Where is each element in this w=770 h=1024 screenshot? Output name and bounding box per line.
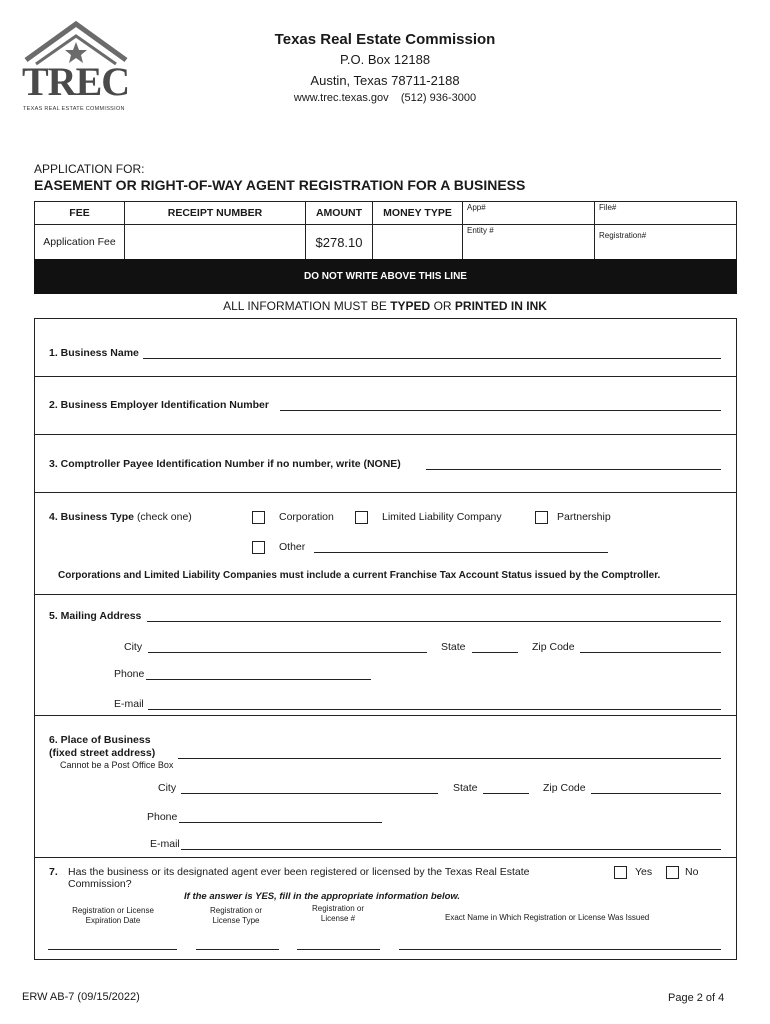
file-number-box: File# bbox=[595, 202, 737, 225]
ein-label: 2. Business Employer Identification Number bbox=[49, 399, 269, 411]
place-zip-label: Zip Code bbox=[543, 782, 586, 794]
place-city-field[interactable] bbox=[181, 782, 438, 794]
mailing-email-label: E-mail bbox=[114, 698, 144, 710]
q7-question-line1: Has the business or its designated agent ever been registered or licensed by the Texas Real Estate bbox=[68, 866, 530, 878]
license-type-field[interactable] bbox=[196, 938, 279, 950]
fee-header: FEE bbox=[35, 202, 125, 225]
license-number-header: Registration or License # bbox=[311, 904, 365, 923]
mailing-state-field[interactable] bbox=[472, 641, 518, 653]
place-state-label: State bbox=[453, 782, 478, 794]
corporation-checkbox[interactable] bbox=[252, 511, 265, 524]
po-box: P.O. Box 12188 bbox=[339, 52, 431, 67]
mailing-city-field[interactable] bbox=[148, 641, 427, 653]
po-box-note: Cannot be a Post Office Box bbox=[60, 760, 174, 770]
city-line: Austin, Texas 78711-2188 bbox=[310, 73, 460, 88]
amount-header: AMOUNT bbox=[306, 202, 373, 225]
place-email-field[interactable] bbox=[181, 838, 721, 850]
other-label: Other bbox=[279, 541, 306, 553]
place-phone-field[interactable] bbox=[179, 811, 382, 823]
title-prefix: APPLICATION FOR: bbox=[34, 162, 145, 176]
form-box bbox=[34, 318, 737, 960]
mailing-phone-label: Phone bbox=[114, 668, 145, 680]
section-divider bbox=[34, 857, 737, 858]
yes-label: Yes bbox=[635, 866, 653, 878]
no-checkbox[interactable] bbox=[666, 866, 679, 879]
llc-checkbox[interactable] bbox=[355, 511, 368, 524]
mailing-address-field[interactable] bbox=[147, 610, 721, 622]
q7-instruction: If the answer is YES, fill in the appropriate information below. bbox=[184, 891, 461, 902]
mailing-city-label: City bbox=[124, 641, 143, 653]
org-name: Texas Real Estate Commission bbox=[274, 31, 496, 48]
place-state-field[interactable] bbox=[483, 782, 529, 794]
form-id: ERW AB-7 (09/15/2022) bbox=[22, 991, 140, 1003]
fee-cell: Application Fee bbox=[35, 225, 125, 260]
license-type-header: Registration or License Type bbox=[209, 906, 263, 925]
corporation-label: Corporation bbox=[279, 511, 334, 523]
fixed-address-label: (fixed street address) bbox=[49, 747, 156, 759]
section-divider bbox=[34, 434, 737, 435]
mailing-state-label: State bbox=[441, 641, 466, 653]
place-of-business-label: 6. Place of Business bbox=[49, 734, 151, 746]
app-number-box: App# bbox=[463, 202, 595, 225]
comptroller-id-label: 3. Comptroller Payee Identification Number if no number, write (NONE) bbox=[49, 458, 401, 470]
entity-number-box: Entity # bbox=[463, 225, 595, 260]
place-phone-label: Phone bbox=[147, 811, 178, 823]
receipt-header: RECEIPT NUMBER bbox=[125, 202, 306, 225]
exact-name-header: Exact Name in Which Registration or License Was Issued bbox=[445, 913, 650, 922]
instruction-line: ALL INFORMATION MUST BE TYPED OR PRINTED IN INK bbox=[223, 299, 547, 313]
fee-table bbox=[34, 201, 737, 260]
ein-field[interactable] bbox=[280, 399, 721, 411]
partnership-checkbox[interactable] bbox=[535, 511, 548, 524]
business-name-field[interactable] bbox=[143, 347, 721, 359]
mailing-phone-field[interactable] bbox=[146, 668, 371, 680]
receipt-number-field[interactable] bbox=[125, 225, 306, 260]
other-field[interactable] bbox=[314, 541, 608, 553]
amount-cell: $278.10 bbox=[306, 225, 373, 260]
place-email-label: E-mail bbox=[150, 838, 180, 850]
money-type-header: MONEY TYPE bbox=[373, 202, 463, 225]
logo-subtext: TEXAS REAL ESTATE COMMISSION bbox=[23, 106, 125, 112]
place-zip-field[interactable] bbox=[591, 782, 721, 794]
llc-label: Limited Liability Company bbox=[382, 511, 502, 523]
business-name-label: 1. Business Name bbox=[49, 347, 139, 359]
business-type-label: 4. Business Type (check one) bbox=[49, 511, 192, 523]
mailing-zip-label: Zip Code bbox=[532, 641, 575, 653]
q7-number: 7. bbox=[49, 866, 58, 878]
place-address-field[interactable] bbox=[178, 747, 721, 759]
page-number: Page 2 of 4 bbox=[668, 992, 725, 1004]
form-title: EASEMENT OR RIGHT-OF-WAY AGENT REGISTRATION FOR A BUSINESS bbox=[34, 177, 526, 193]
registration-number-box: Registration# bbox=[595, 225, 737, 260]
logo-wordmark: TREC bbox=[22, 59, 130, 104]
no-label: No bbox=[685, 866, 699, 878]
yes-checkbox[interactable] bbox=[614, 866, 627, 879]
expiration-date-field[interactable] bbox=[48, 938, 177, 950]
license-number-field[interactable] bbox=[297, 938, 380, 950]
mailing-zip-field[interactable] bbox=[580, 641, 721, 653]
place-city-label: City bbox=[158, 782, 177, 794]
section-divider bbox=[34, 715, 737, 716]
section-divider bbox=[34, 594, 737, 595]
money-type-field[interactable] bbox=[373, 225, 463, 260]
mailing-email-field[interactable] bbox=[148, 698, 721, 710]
expiration-date-header: Registration or License Expiration Date bbox=[72, 906, 154, 925]
do-not-write-banner: DO NOT WRITE ABOVE THIS LINE bbox=[34, 259, 737, 294]
exact-name-field[interactable] bbox=[399, 938, 721, 950]
q7-question-line2: Commission? bbox=[68, 878, 132, 890]
section-divider bbox=[34, 492, 737, 493]
web-phone: www.trec.texas.gov (512) 936-3000 bbox=[293, 92, 477, 104]
franchise-tax-note: Corporations and Limited Liability Companies must include a current Franchise Tax Account Status issued by the Comptroller. bbox=[58, 570, 661, 581]
other-checkbox[interactable] bbox=[252, 541, 265, 554]
section-divider bbox=[34, 376, 737, 377]
mailing-address-label: 5. Mailing Address bbox=[49, 610, 142, 622]
comptroller-id-field[interactable] bbox=[426, 458, 721, 470]
partnership-label: Partnership bbox=[557, 511, 611, 523]
